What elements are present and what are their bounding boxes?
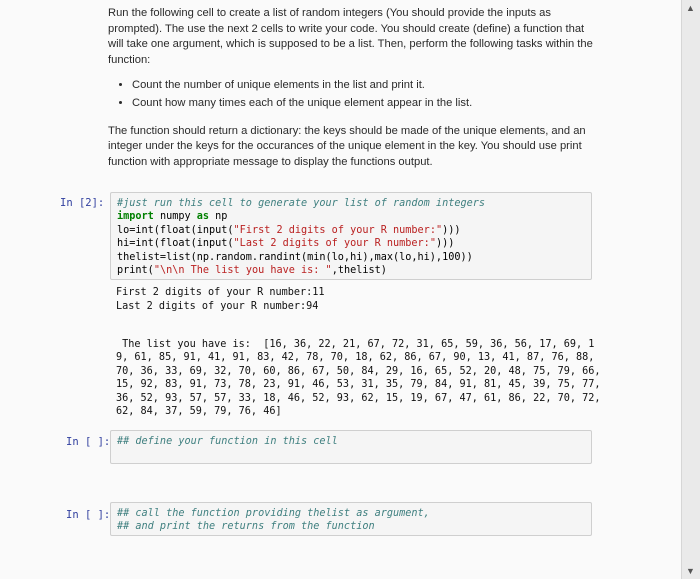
code-comment: ## define your function in this cell [117, 436, 338, 447]
code-text: lo=int(float(input( [117, 224, 234, 236]
code-string: "First 2 digits of your R number:" [233, 224, 443, 236]
vertical-scrollbar[interactable] [681, 0, 700, 579]
output-line: Last 2 digits of your R number:94 [116, 300, 319, 312]
cell-output [116, 286, 325, 313]
code-text: ))) [435, 238, 455, 250]
code-text: print( [117, 265, 154, 277]
code-input[interactable] [110, 192, 592, 280]
task-item: • Count the number of unique elements in the list and print it. [132, 78, 600, 94]
task-item: • Count how many times each of the unique element appear in the list. [132, 96, 600, 112]
code-string: "\n\n The list you have is: " [153, 265, 332, 277]
output-line: First 2 digits of your R number:11 [116, 287, 325, 298]
code-text: hi=int(float(input( [117, 238, 234, 250]
code-comment: #just run this cell to generate your list of random integers [117, 198, 486, 209]
scroll-down-icon[interactable]: ▼ [686, 566, 695, 576]
cell-prompt: In [2]: [60, 197, 105, 209]
instructions-paragraph: Run the following cell to create a list of random integers (You should provide the inputs as prompted). The use the next 2 cells to write your code. You should create (define) a function that will take one argument, which is supposed to be a list. Then, perform the following tasks within the function: [108, 7, 593, 66]
code-comment: ## call the function providing thelist as argument, [117, 508, 430, 519]
code-keyword: as [196, 211, 210, 223]
instructions-paragraph: The function should return a dictionary: the keys should be made of the unique elements, and an integer under the keys for the occurances of the unique element in the key. You should use print function with appropriate message to display the functions output. [108, 124, 586, 168]
code-text: ))) [442, 224, 461, 236]
code-comment: ## and print the returns from the function [117, 521, 375, 533]
code-string: "Last 2 digits of your R number:" [233, 238, 436, 250]
output-list: The list you have is: [16, 36, 22, 21, 67, 72, 31, 65, 59, 36, 56, 17, 69, 1 9, 61, 85, 91, 41, 91, 83, 42, 78, 70, 18, 62, 86, 67, 90, 13, 41, 87, 76, 88, 70, 36, 33, 69, 32, 70, 60, 86, 67, 50, 84, 29, 16, 65, 52, 20, 48, 75, 79, 66, 15, 92, 83, 91, 73, 78, 23, 91, 46, 53, 31, 35, 79, 84, 91, 81, 45, 39, 75, 77, 36, 52, 93, 57, 57, 33, 18, 46, 52, 93, 62, 15, 19, 67, 47, 61, 86, 22, 70, 72, 62, 84, 37, 59, 79, 76, 46] [116, 339, 601, 418]
task-list [108, 78, 600, 111]
cell-prompt: In [ ]: [66, 509, 111, 521]
code-text: thelist=list(np.random.randint(min(lo,hi),max(lo,hi),100)) [117, 251, 473, 263]
scroll-up-icon[interactable]: ▲ [686, 3, 695, 13]
cell-prompt: In [ ]: [66, 436, 111, 448]
code-text: np [209, 211, 228, 223]
code-keyword: import [117, 211, 154, 223]
markdown-cell-instructions[interactable] [108, 6, 600, 180]
code-input[interactable] [110, 430, 592, 464]
code-text: numpy [153, 211, 197, 223]
code-input[interactable] [110, 502, 592, 536]
code-text: ,thelist) [331, 265, 387, 277]
